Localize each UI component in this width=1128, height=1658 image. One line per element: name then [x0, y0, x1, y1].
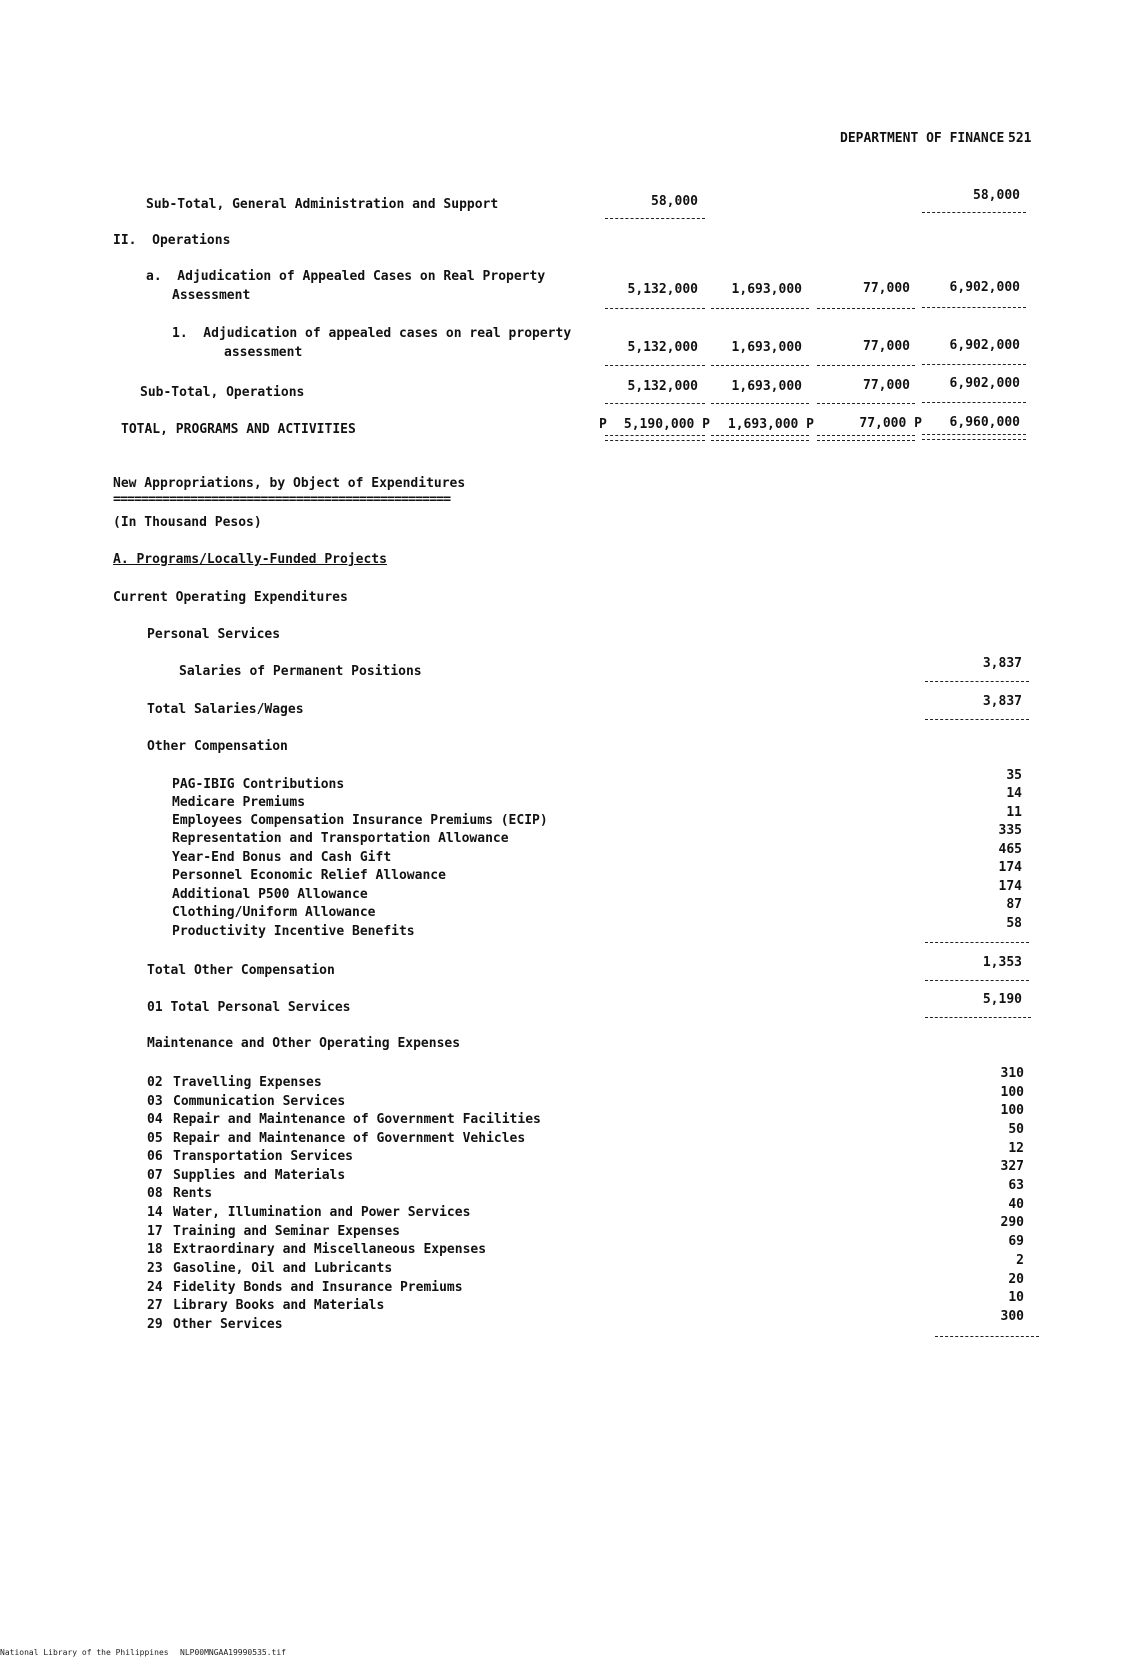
rule [922, 402, 1026, 403]
rule [922, 364, 1026, 365]
list-item-label: Fidelity Bonds and Insurance Premiums [173, 1280, 463, 1295]
list-item-label: Training and Seminar Expenses [173, 1224, 400, 1239]
total-ps-value: 5,190 [982, 992, 1022, 1007]
objects-title-rule: ================================================ [113, 492, 451, 507]
list-item-value: 11 [1006, 805, 1022, 820]
list-item-value: 327 [1000, 1159, 1024, 1174]
list-item-label: Personnel Economic Relief Allowance [172, 868, 446, 883]
rule [925, 1017, 1031, 1018]
double-rule [711, 435, 809, 441]
rule [711, 403, 809, 404]
total-col3: 77,000 P [859, 416, 922, 431]
subtotal-gas-col1: 58,000 [651, 194, 698, 209]
list-item-label: Other Services [173, 1317, 283, 1332]
list-item-label: Transportation Services [173, 1149, 354, 1164]
rule [925, 942, 1029, 943]
total-salaries-value: 3,837 [982, 694, 1022, 709]
list-item-value: 50 [1008, 1122, 1024, 1137]
other-comp-heading: Other Compensation [147, 739, 288, 754]
list-item-code: 27 [147, 1298, 163, 1313]
rule [605, 218, 705, 219]
list-item-label: Rents [173, 1186, 213, 1201]
total-other-comp-label: Total Other Compensation [147, 963, 335, 978]
footer-file: NLP00MNGAA19990535.tif [180, 1648, 286, 1657]
operations-heading: II. Operations [113, 233, 231, 248]
subtotal-gas-label: Sub-Total, General Administration and Support [146, 197, 499, 212]
subtotal-gas-col4: 58,000 [973, 188, 1020, 203]
section-a-heading: A. Programs/Locally-Funded Projects [113, 552, 387, 567]
rule [817, 365, 915, 366]
unit-note: (In Thousand Pesos) [113, 515, 262, 530]
list-item-label: Additional P500 Allowance [172, 887, 368, 902]
list-item-label: Productivity Incentive Benefits [172, 924, 415, 939]
list-item-code: 14 [147, 1205, 163, 1220]
department-heading: DEPARTMENT OF FINANCE [840, 131, 1005, 146]
objects-title: New Appropriations, by Object of Expenditures [113, 476, 466, 491]
list-item-value: 174 [998, 860, 1022, 875]
list-item-value: 2 [1016, 1253, 1024, 1268]
rule [605, 403, 705, 404]
total-other-comp-value: 1,353 [982, 955, 1022, 970]
rule [925, 980, 1029, 981]
list-item-label: Clothing/Uniform Allowance [172, 905, 376, 920]
list-item-label: Gasoline, Oil and Lubricants [173, 1261, 393, 1276]
total-label: TOTAL, PROGRAMS AND ACTIVITIES [121, 422, 356, 437]
rule [817, 403, 915, 404]
double-rule [605, 435, 705, 441]
item-a-label-line2: Assessment [172, 288, 251, 303]
item-1-col2: 1,693,000 [731, 340, 802, 355]
list-item-code: 24 [147, 1280, 163, 1295]
item-a-label-line1: a. Adjudication of Appealed Cases on Real Property [146, 269, 546, 284]
list-item-label: Supplies and Materials [173, 1168, 346, 1183]
double-rule [817, 435, 915, 441]
rule [925, 719, 1029, 720]
list-item-value: 40 [1008, 1197, 1024, 1212]
list-item-label: Representation and Transportation Allowance [172, 831, 509, 846]
peso-sign: P [599, 417, 607, 432]
list-item-value: 35 [1006, 768, 1022, 783]
list-item-label: Medicare Premiums [172, 795, 306, 810]
list-item-value: 100 [1000, 1085, 1024, 1100]
total-ps-label: 01 Total Personal Services [147, 1000, 351, 1015]
list-item-code: 17 [147, 1224, 163, 1239]
list-item-label: Travelling Expenses [173, 1075, 322, 1090]
list-item-code: 29 [147, 1317, 163, 1332]
list-item-value: 335 [998, 823, 1022, 838]
list-item-value: 12 [1008, 1141, 1024, 1156]
rule [925, 681, 1029, 682]
total-salaries-label: Total Salaries/Wages [147, 702, 304, 717]
list-item-code: 08 [147, 1186, 163, 1201]
rule [817, 308, 915, 309]
list-item-value: 14 [1006, 786, 1022, 801]
list-item-label: PAG-IBIG Contributions [172, 777, 345, 792]
item-a-col2: 1,693,000 [731, 282, 802, 297]
list-item-value: 87 [1006, 897, 1022, 912]
item-a-col1: 5,132,000 [627, 282, 698, 297]
rule [922, 307, 1026, 308]
item-1-col3: 77,000 [863, 339, 910, 354]
subtotal-ops-col4: 6,902,000 [949, 376, 1020, 391]
list-item-code: 07 [147, 1168, 163, 1183]
list-item-label: Repair and Maintenance of Government Facilities [173, 1112, 541, 1127]
mooe-heading: Maintenance and Other Operating Expenses [147, 1036, 461, 1051]
subtotal-ops-col1: 5,132,000 [627, 379, 698, 394]
list-item-value: 69 [1008, 1234, 1024, 1249]
salaries-label: Salaries of Permanent Positions [179, 664, 422, 679]
item-1-col1: 5,132,000 [627, 340, 698, 355]
list-item-label: Employees Compensation Insurance Premiums (ECIP) [172, 813, 548, 828]
subtotal-ops-col3: 77,000 [863, 378, 910, 393]
list-item-value: 300 [1000, 1309, 1024, 1324]
current-op-heading: Current Operating Expenditures [113, 590, 348, 605]
list-item-value: 174 [998, 879, 1022, 894]
list-item-value: 465 [998, 842, 1022, 857]
list-item-label: Library Books and Materials [173, 1298, 385, 1313]
item-1-col4: 6,902,000 [949, 338, 1020, 353]
list-item-label: Year-End Bonus and Cash Gift [172, 850, 392, 865]
list-item-label: Communication Services [173, 1094, 346, 1109]
rule [935, 1336, 1039, 1337]
list-item-value: 310 [1000, 1066, 1024, 1081]
list-item-code: 18 [147, 1242, 163, 1257]
list-item-value: 290 [1000, 1215, 1024, 1230]
rule [711, 308, 809, 309]
list-item-value: 10 [1008, 1290, 1024, 1305]
subtotal-ops-col2: 1,693,000 [731, 379, 802, 394]
rule [605, 308, 705, 309]
list-item-code: 05 [147, 1131, 163, 1146]
list-item-value: 20 [1008, 1272, 1024, 1287]
list-item-label: Water, Illumination and Power Services [173, 1205, 471, 1220]
rule [605, 365, 705, 366]
list-item-label: Repair and Maintenance of Government Vehicles [173, 1131, 526, 1146]
item-1-label-line1: 1. Adjudication of appealed cases on real property [172, 326, 572, 341]
item-1-label-line2: assessment [224, 345, 303, 360]
item-a-col4: 6,902,000 [949, 280, 1020, 295]
salaries-value: 3,837 [982, 656, 1022, 671]
list-item-code: 03 [147, 1094, 163, 1109]
total-col2: 1,693,000 P [727, 417, 814, 432]
list-item-value: 100 [1000, 1103, 1024, 1118]
list-item-code: 02 [147, 1075, 163, 1090]
list-item-code: 23 [147, 1261, 163, 1276]
personal-services-heading: Personal Services [147, 627, 281, 642]
subtotal-ops-label: Sub-Total, Operations [140, 385, 305, 400]
rule [711, 365, 809, 366]
rule [922, 212, 1026, 213]
total-col1: 5,190,000 P [623, 417, 710, 432]
item-a-col3: 77,000 [863, 281, 910, 296]
list-item-code: 06 [147, 1149, 163, 1164]
page-number: 521 [1008, 131, 1032, 146]
total-col4: 6,960,000 [949, 415, 1020, 430]
list-item-label: Extraordinary and Miscellaneous Expenses [173, 1242, 487, 1257]
list-item-code: 04 [147, 1112, 163, 1127]
double-rule [922, 434, 1026, 440]
list-item-value: 58 [1006, 916, 1022, 931]
list-item-value: 63 [1008, 1178, 1024, 1193]
footer-library: National Library of the Philippines [0, 1648, 169, 1657]
